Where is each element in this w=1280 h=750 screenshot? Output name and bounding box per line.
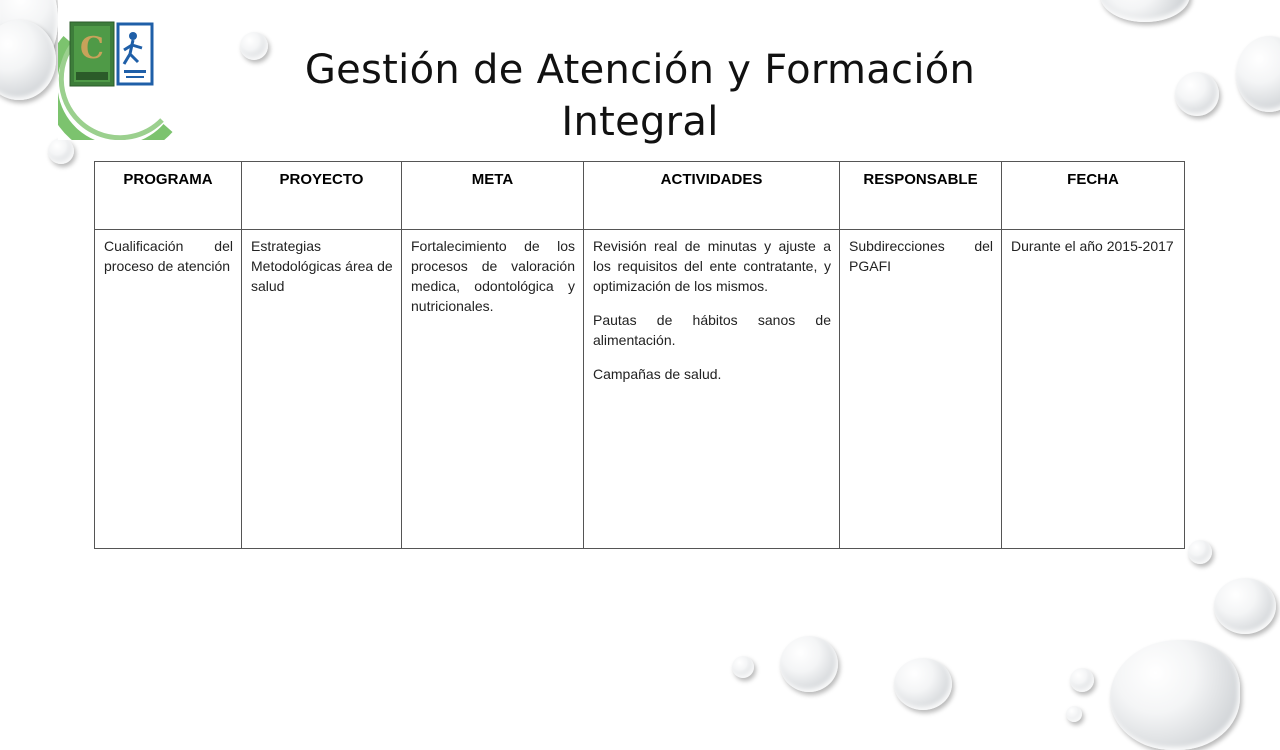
club-logo [58,0,190,140]
water-drop-decoration [1175,72,1219,116]
activity-item: Revisión real de minutas y ajuste a los requisitos del ente contratante, y optimización de los mismos. [593,238,831,294]
water-drop-decoration [732,656,754,678]
cell-meta: Fortalecimiento de los procesos de valoración medica, odontológica y nutricionales. [402,230,584,549]
water-drop-decoration [1110,640,1240,750]
header-actividades: ACTIVIDADES [584,162,840,230]
cell-actividades [584,230,840,549]
svg-text:C: C [80,31,104,66]
water-drop-decoration [1070,668,1094,692]
table-row [95,230,1185,549]
water-drop-decoration [48,138,74,164]
header-programa: PROGRAMA [95,162,242,230]
activity-item: Pautas de hábitos sanos de alimentación. [593,312,831,348]
header-proyecto: PROYECTO [242,162,402,230]
plan-table [94,161,1185,549]
water-drop-decoration [780,636,838,692]
cell-responsable: Subdirecciones del PGAFI [840,230,1002,549]
activity-item: Campañas de salud. [593,366,722,382]
cell-programa: Cualificación del proceso de atención [95,230,242,549]
header-responsable: RESPONSABLE [840,162,1002,230]
page-title: Gestión de Atención y Formación Integral [304,47,976,145]
table-header-row [95,162,1185,230]
water-drop-decoration [1236,36,1280,112]
header-meta: META [402,162,584,230]
water-drop-decoration [1188,540,1212,564]
water-drop-decoration [1214,578,1276,634]
water-drop-decoration [894,658,952,710]
cell-fecha: Durante el año 2015-2017 [1002,230,1185,549]
cell-proyecto: Estrategias Metodológicas área de salud [242,230,402,549]
logo-graphic [58,0,190,140]
header-fecha: FECHA [1002,162,1185,230]
water-drop-decoration [1100,0,1190,22]
